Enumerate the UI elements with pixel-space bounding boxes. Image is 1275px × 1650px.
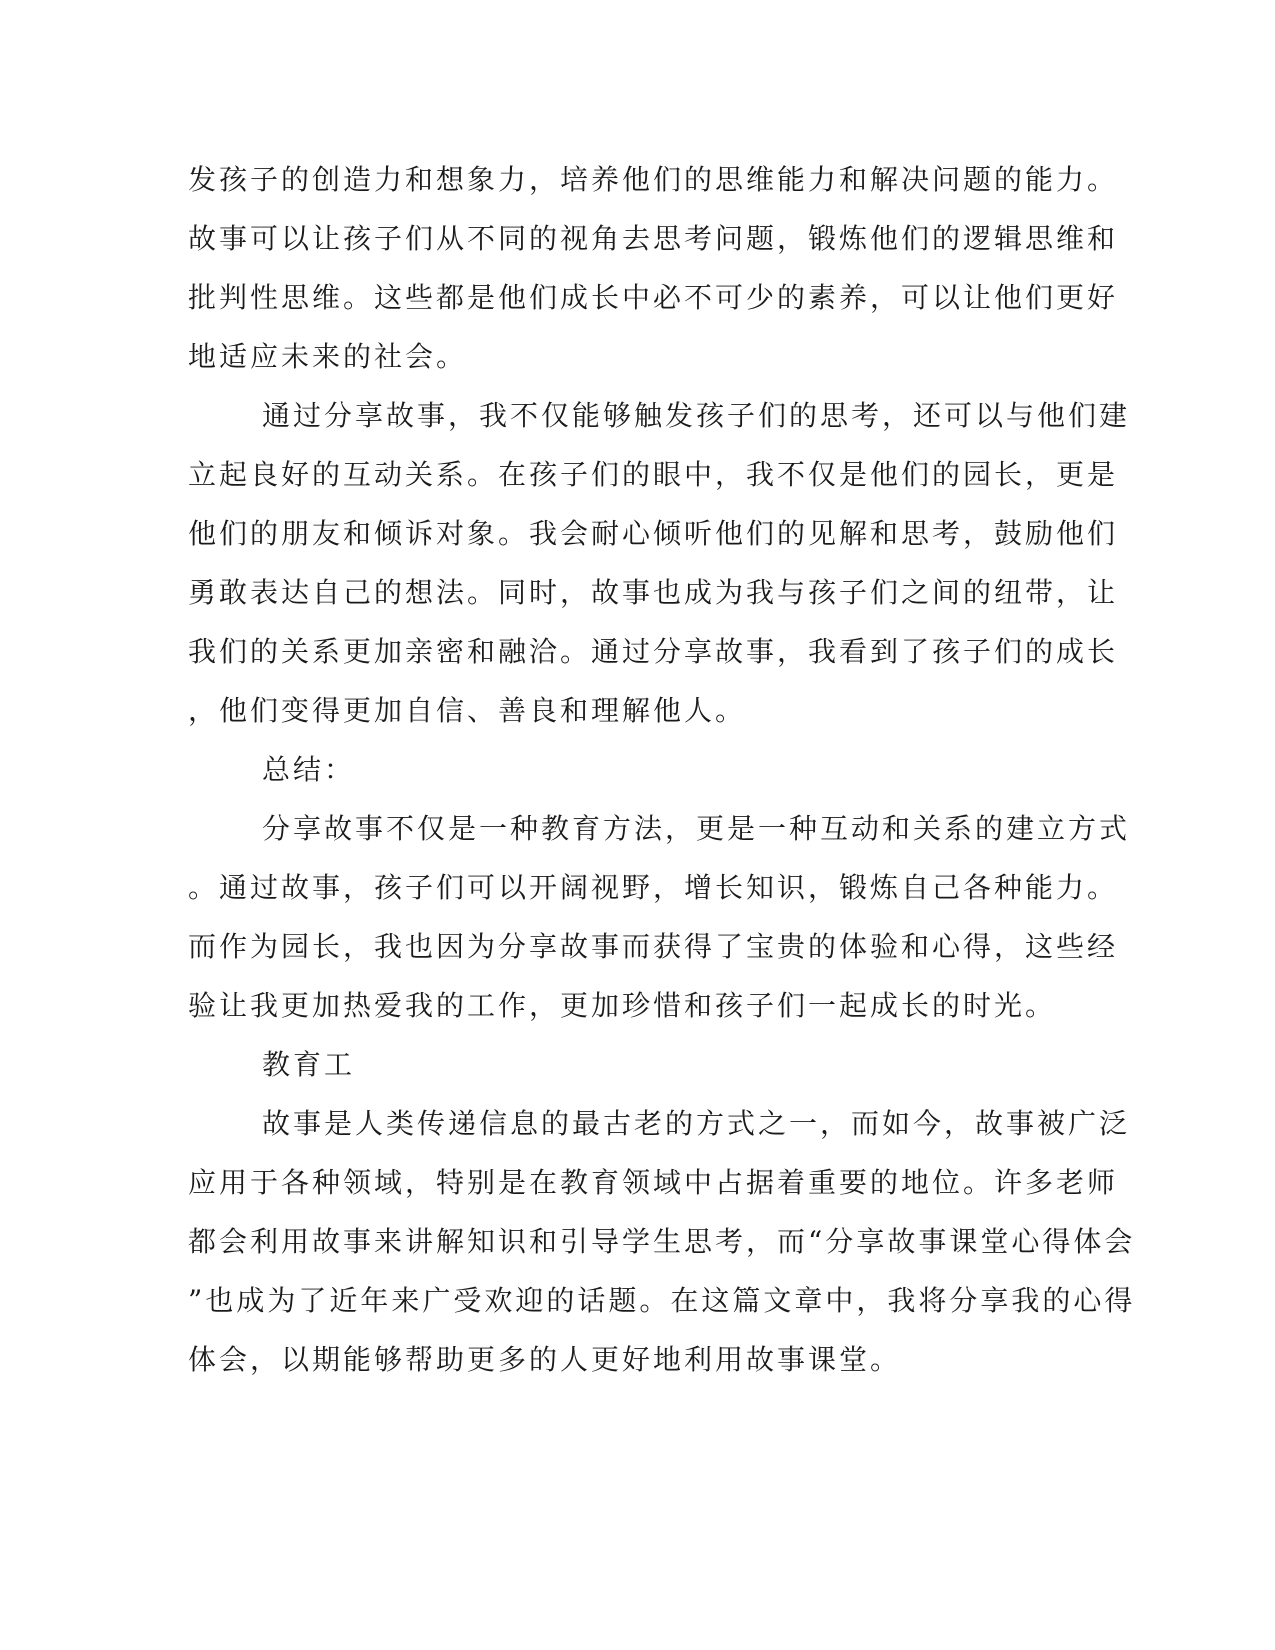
- text-line: 应用于各种领域，特别是在教育领域中占据着重要的地位。许多老师: [188, 1166, 1119, 1199]
- text-line: 而作为园长，我也因为分享故事而获得了宝贵的体验和心得，这些经: [188, 930, 1119, 963]
- text-line: 勇敢表达自己的想法。同时，故事也成为我与孩子们之间的纽带，让: [188, 576, 1119, 609]
- text-line: 发孩子的创造力和想象力，培养他们的思维能力和解决问题的能力。: [188, 163, 1119, 196]
- text-line: 体会，以期能够帮助更多的人更好地利用故事课堂。: [188, 1343, 902, 1376]
- text-line: 故事可以让孩子们从不同的视角去思考问题，锻炼他们的逻辑思维和: [188, 222, 1119, 255]
- section-heading-summary: 总结：: [262, 753, 356, 786]
- text-line: 我们的关系更加亲密和融洽。通过分享故事，我看到了孩子们的成长: [188, 635, 1119, 668]
- text-line: 。通过故事，孩子们可以开阔视野，增长知识，锻炼自己各种能力。: [188, 871, 1119, 904]
- paragraph-first-line: 分享故事不仅是一种教育方法，更是一种互动和关系的建立方式: [262, 812, 1131, 845]
- text-line: ”也成为了近年来广受欢迎的话题。在这篇文章中，我将分享我的心得: [188, 1284, 1136, 1317]
- text-line: 验让我更加热爱我的工作，更加珍惜和孩子们一起成长的时光。: [188, 989, 1057, 1022]
- text-line: 他们的朋友和倾诉对象。我会耐心倾听他们的见解和思考，鼓励他们: [188, 517, 1119, 550]
- paragraph-first-line: 通过分享故事，我不仅能够触发孩子们的思考，还可以与他们建: [262, 399, 1131, 432]
- text-line: 立起良好的互动关系。在孩子们的眼中，我不仅是他们的园长，更是: [188, 458, 1119, 491]
- text-line: 地适应未来的社会。: [188, 340, 468, 373]
- text-line: 都会利用故事来讲解知识和引导学生思考，而“分享故事课堂心得体会: [188, 1225, 1136, 1258]
- text-line: 批判性思维。这些都是他们成长中必不可少的素养，可以让他们更好: [188, 281, 1119, 314]
- text-line: ，他们变得更加自信、善良和理解他人。: [188, 694, 747, 727]
- paragraph-first-line: 故事是人类传递信息的最古老的方式之一，而如今，故事被广泛: [262, 1107, 1131, 1140]
- section-heading: 教育工: [262, 1048, 356, 1081]
